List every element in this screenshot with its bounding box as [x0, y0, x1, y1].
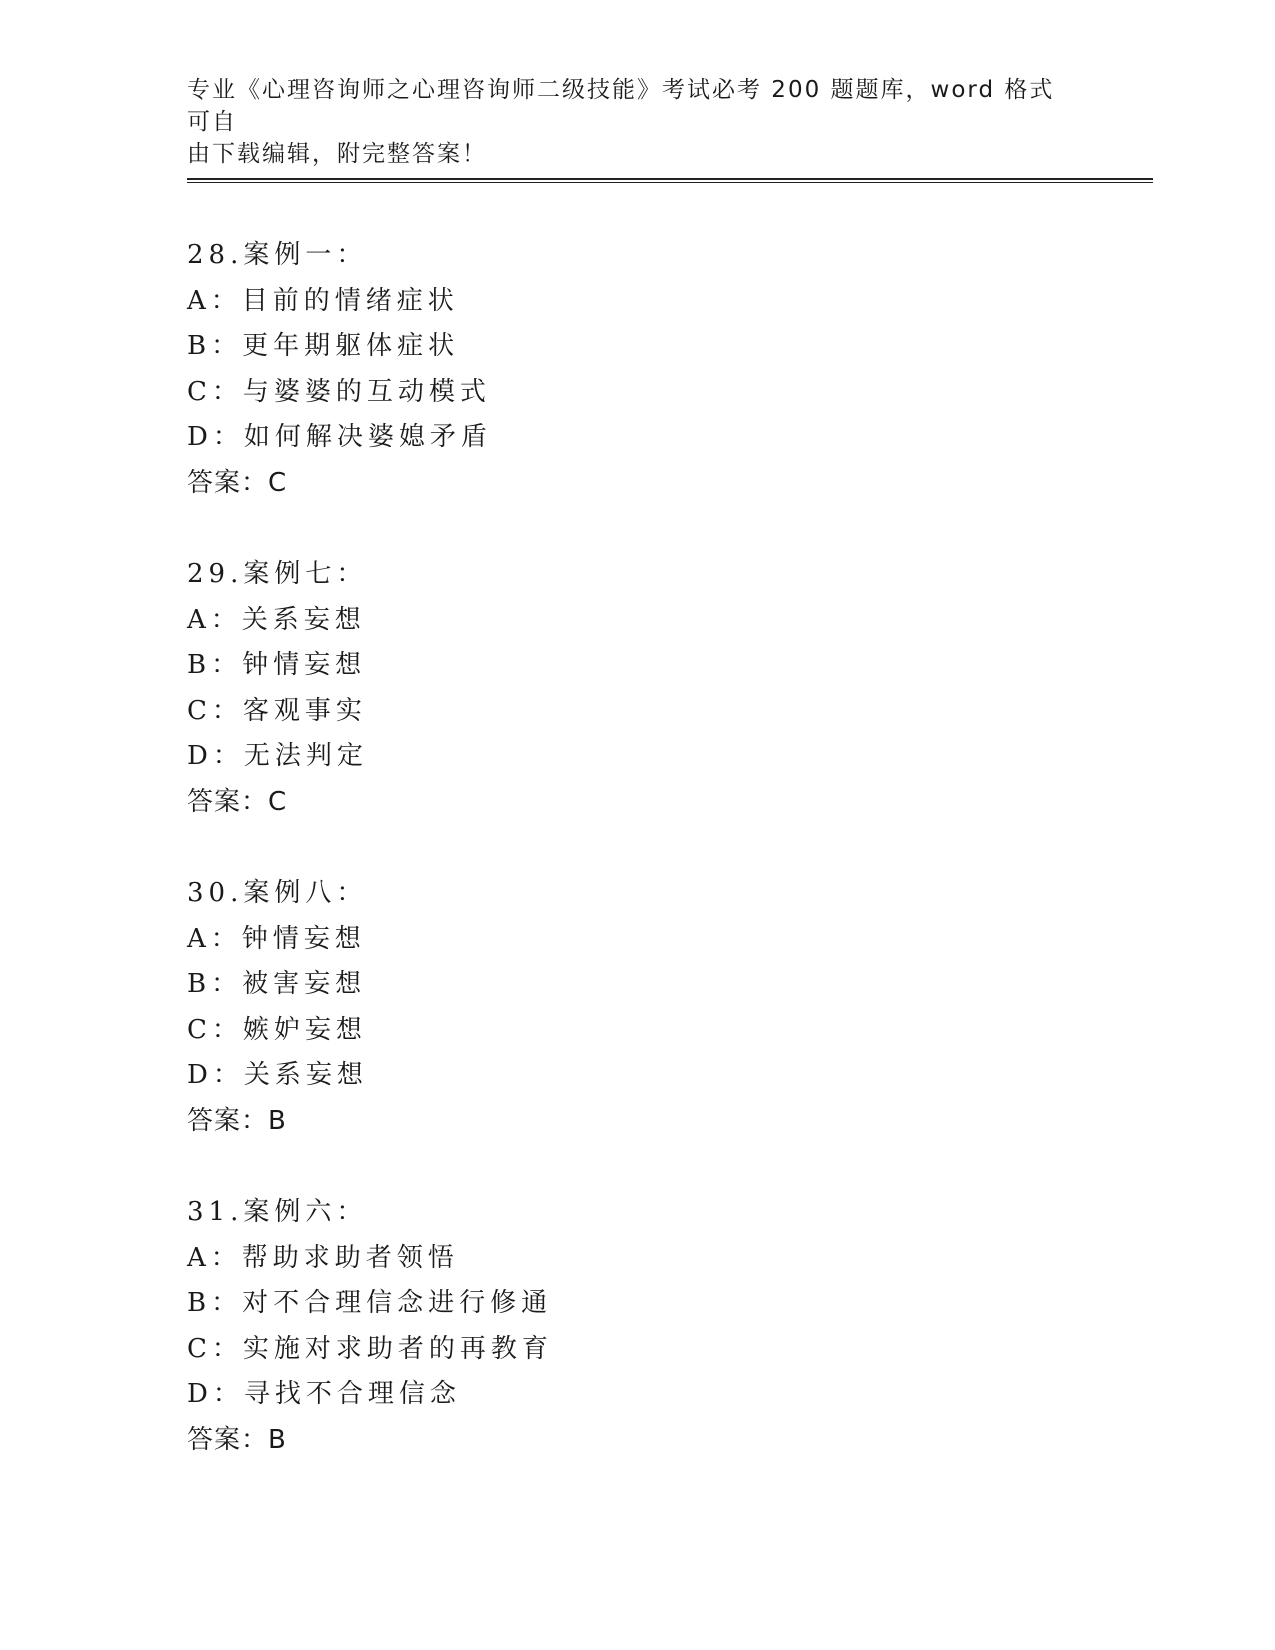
question-29 [187, 552, 1087, 825]
question-30 [187, 871, 1087, 1144]
option-b: B：钟情妄想 [187, 650, 367, 680]
option-b: B：对不合理信念进行修通 [187, 1288, 553, 1318]
question-title: 30.案例八： [187, 878, 368, 908]
question-title: 29.案例七： [187, 559, 368, 589]
header-divider [187, 178, 1153, 183]
answer-text: 答案：B [187, 1105, 287, 1136]
question-title: 31.案例六： [187, 1197, 368, 1227]
header-line-2: 由下载编辑，附完整答案！ [187, 141, 487, 167]
option-d: D：关系妄想 [187, 1060, 368, 1090]
document-header [187, 74, 1067, 170]
question-title: 28.案例一： [187, 240, 368, 270]
question-28 [187, 233, 1087, 506]
option-b: B：被害妄想 [187, 969, 367, 999]
option-c: C：实施对求助者的再教育 [187, 1333, 553, 1364]
option-a: A：关系妄想 [187, 604, 366, 635]
option-a: A：帮助求助者领悟 [187, 1242, 459, 1273]
option-b: B：更年期躯体症状 [187, 331, 460, 361]
header-line-1: 专业《心理咨询师之心理咨询师二级技能》考试必考 200 题题库，word 格式可自 [187, 77, 1055, 135]
answer-text: 答案：C [187, 786, 288, 817]
option-c: C：与婆婆的互动模式 [187, 376, 491, 407]
option-c: C：嫉妒妄想 [187, 1014, 367, 1045]
option-a: A：钟情妄想 [187, 923, 366, 954]
option-c: C：客观事实 [187, 695, 367, 726]
option-d: D：寻找不合理信念 [187, 1379, 461, 1409]
option-d: D：如何解决婆媳矛盾 [187, 422, 492, 452]
option-a: A：目前的情绪症状 [187, 285, 459, 316]
answer-text: 答案：C [187, 467, 288, 498]
option-d: D：无法判定 [187, 741, 368, 771]
question-31 [187, 1190, 1087, 1463]
question-list [187, 233, 1087, 1509]
answer-text: 答案：B [187, 1424, 287, 1455]
